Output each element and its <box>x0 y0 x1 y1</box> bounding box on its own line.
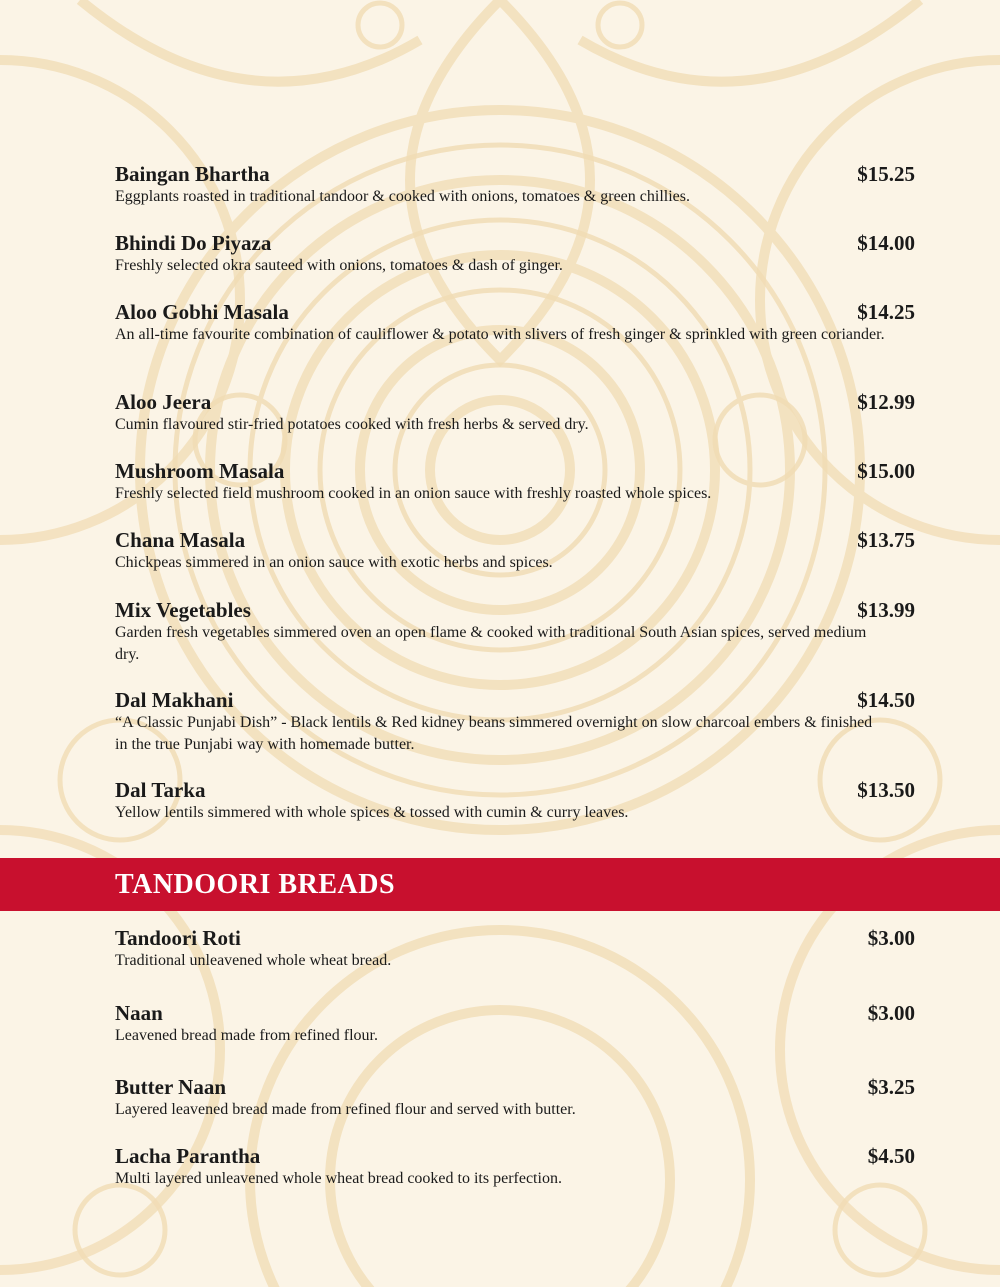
menu-item-mix-vegetables <box>115 598 915 666</box>
menu-item-description: An all-time favourite combination of cauliflower & potato with slivers of fresh ginger & sprinkled with green coriander. <box>115 326 885 343</box>
menu-item-lacha-parantha <box>115 1144 915 1190</box>
menu-item-description: Leavened bread made from refined flour. <box>115 1027 378 1044</box>
menu-item-description: Layered leavened bread made from refined flour and served with butter. <box>115 1101 576 1118</box>
menu-item-description: Cumin flavoured stir-fried potatoes cooked with fresh herbs & served dry. <box>115 416 589 433</box>
menu-item-price: $14.25 <box>857 300 915 324</box>
menu-item-description: Yellow lentils simmered with whole spices & tossed with cumin & curry leaves. <box>115 804 629 821</box>
menu-item-name: Baingan Bhartha <box>115 162 270 186</box>
menu-item-butter-naan <box>115 1075 915 1121</box>
menu-item-description: Garden fresh vegetables simmered oven an open flame & cooked with traditional South Asian spices, served medium dry. <box>115 624 867 663</box>
menu-item-description: Freshly selected field mushroom cooked in an onion sauce with freshly roasted whole spices. <box>115 485 712 502</box>
menu-item-price: $3.00 <box>867 926 915 950</box>
menu-item-price: $15.25 <box>857 162 915 186</box>
menu-item-name: Dal Tarka <box>115 778 206 802</box>
menu-item-name: Aloo Gobhi Masala <box>115 300 289 324</box>
menu-item-dal-tarka <box>115 778 915 824</box>
menu-item-tandoori-roti <box>115 926 915 972</box>
menu-item-price: $4.50 <box>867 1144 915 1168</box>
menu-item-mushroom-masala <box>115 459 915 505</box>
menu-item-description: Traditional unleavened whole wheat bread. <box>115 952 392 969</box>
menu-item-name: Mushroom Masala <box>115 459 285 483</box>
menu-item-name: Lacha Parantha <box>115 1144 261 1168</box>
menu-item-price: $15.00 <box>857 459 915 483</box>
menu-item-name: Mix Vegetables <box>115 598 251 622</box>
menu-item-price: $13.99 <box>857 598 915 622</box>
menu-item-price: $13.75 <box>857 528 915 552</box>
menu-item-name: Butter Naan <box>115 1075 227 1099</box>
menu-item-name: Chana Masala <box>115 528 246 552</box>
menu-item-aloo-gobhi-masala <box>115 300 915 346</box>
menu-item-chana-masala <box>115 528 915 574</box>
menu-item-price: $3.25 <box>867 1075 915 1099</box>
menu-item-baingan-bhartha <box>115 162 915 208</box>
menu-item-description: “A Classic Punjabi Dish” - Black lentils & Red kidney beans simmered overnight on slow charcoal embers & finished in the true Punjabi way with homemade butter. <box>115 714 873 753</box>
menu-item-naan <box>115 1001 915 1047</box>
menu-item-description: Chickpeas simmered in an onion sauce with exotic herbs and spices. <box>115 554 553 571</box>
menu-item-bhindi-do-piyaza <box>115 231 915 277</box>
menu-item-dal-makhani <box>115 688 915 756</box>
menu-item-price: $14.50 <box>857 688 915 712</box>
menu-item-aloo-jeera <box>115 390 915 436</box>
menu-item-price: $13.50 <box>857 778 915 802</box>
menu-item-price: $12.99 <box>857 390 915 414</box>
menu-item-name: Naan <box>115 1001 163 1025</box>
tandoori-breads-banner <box>0 858 1000 911</box>
menu-item-name: Aloo Jeera <box>115 390 212 414</box>
section-title: TANDOORI BREADS <box>115 869 396 900</box>
menu-item-price: $3.00 <box>867 1001 915 1025</box>
menu-item-name: Bhindi Do Piyaza <box>115 231 272 255</box>
menu-item-description: Multi layered unleavened whole wheat bread cooked to its perfection. <box>115 1170 562 1187</box>
menu-item-description: Freshly selected okra sauteed with onions, tomatoes & dash of ginger. <box>115 257 563 274</box>
menu-item-description: Eggplants roasted in traditional tandoor & cooked with onions, tomatoes & green chillies. <box>115 188 690 205</box>
menu-item-price: $14.00 <box>857 231 915 255</box>
menu-item-name: Dal Makhani <box>115 688 234 712</box>
menu-item-name: Tandoori Roti <box>115 926 241 950</box>
